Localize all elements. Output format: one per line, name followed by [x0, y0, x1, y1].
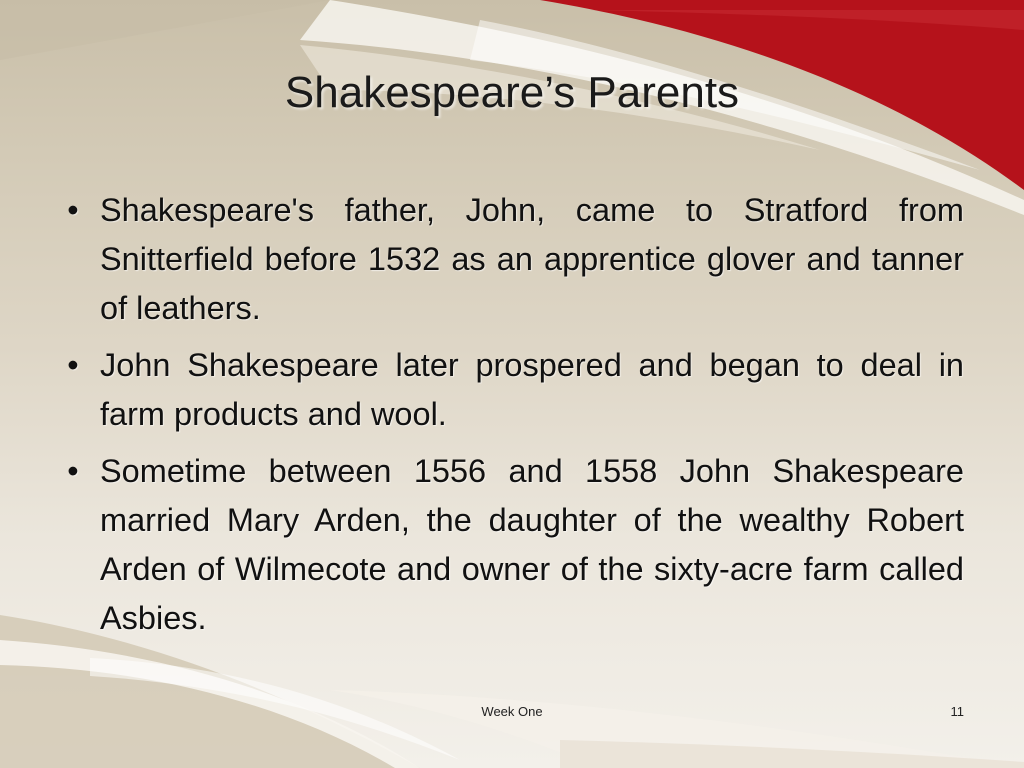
bullet-item-2 — [58, 341, 964, 439]
bullet-item-3 — [58, 447, 964, 643]
footer-label: Week One — [481, 704, 543, 719]
bullet-text: John Shakespeare later prospered and began to deal in farm products and wool. — [100, 347, 964, 432]
bullet-list — [58, 186, 964, 651]
bullet-text: Shakespeare's father, John, came to Stratford from Snitterfield before 1532 as an apprentice glover and tanner of leathers. — [100, 192, 964, 326]
slide-title: Shakespeare’s Parents — [284, 68, 740, 117]
slide-number: 11 — [950, 704, 964, 719]
bullet-icon: • — [67, 192, 79, 228]
top-left-shade — [0, 0, 330, 60]
bullet-icon: • — [67, 347, 79, 383]
bullet-icon: • — [67, 453, 79, 489]
bullet-text: Sometime between 1556 and 1558 John Shakespeare married Mary Arden, the daughter of the wealthy Robert Arden of Wilmecote and owner of the sixty-acre farm called Asbies. — [100, 453, 964, 636]
bullet-item-1 — [58, 186, 964, 333]
